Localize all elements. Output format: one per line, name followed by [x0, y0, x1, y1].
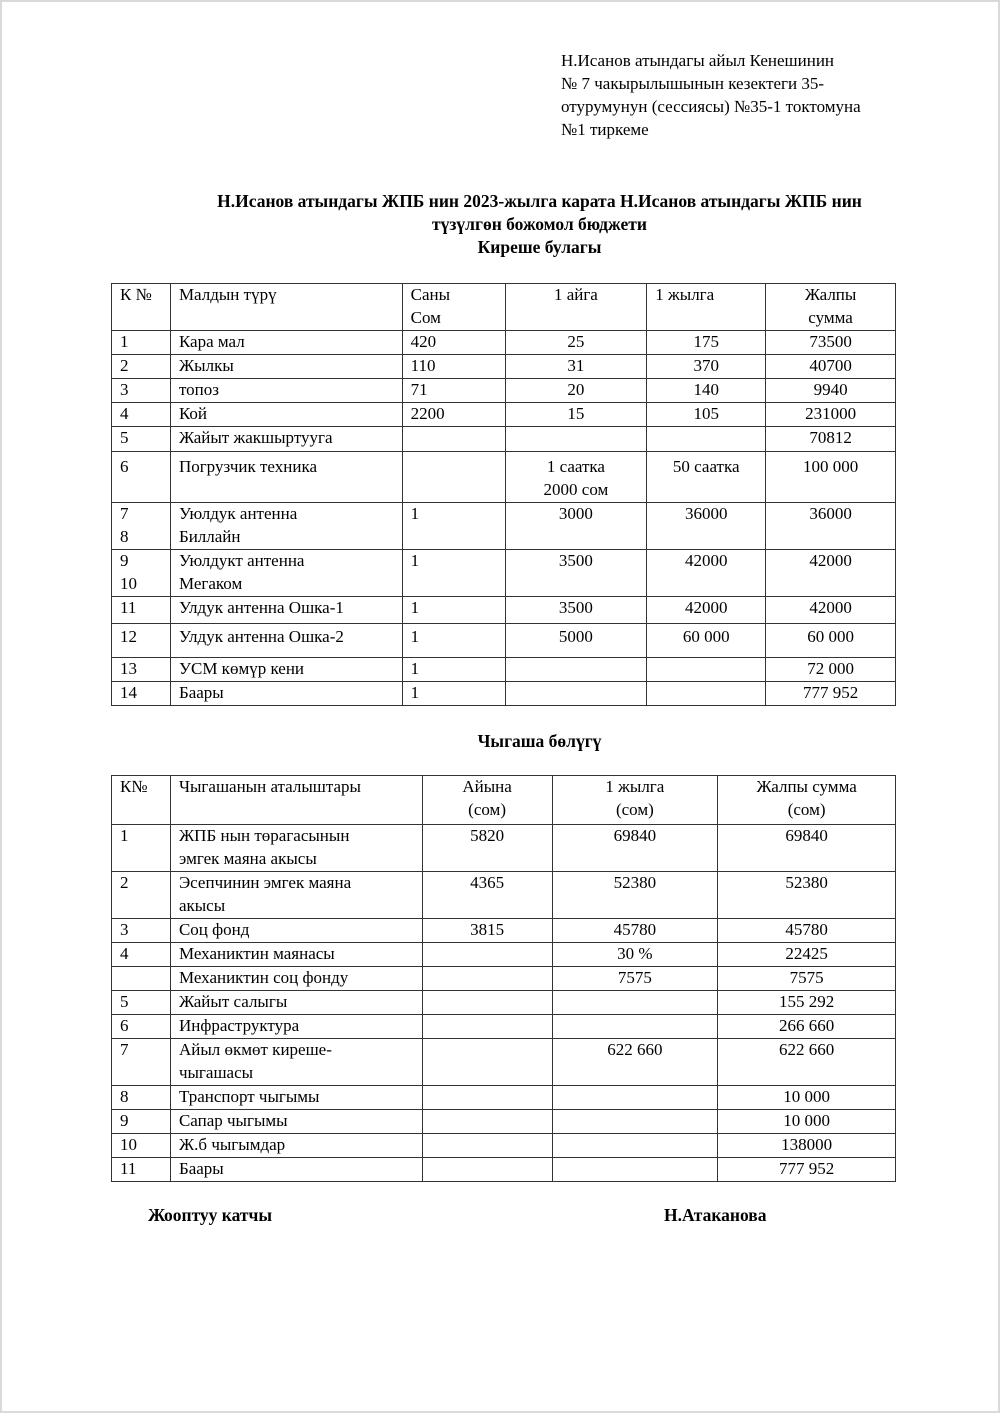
- header-per-year: 1 жылга (сом): [552, 776, 718, 825]
- row-name: Сапар чыгымы: [170, 1110, 422, 1134]
- title-line-1: Н.Исанов атындагы ЖПБ нин 2023-жылга карата Н.Исанов атындагы ЖПБ нин: [217, 191, 862, 211]
- header-animal-type: Малдын түрү: [170, 284, 402, 331]
- row-name: Соц фонд: [170, 919, 422, 943]
- row-number: 6: [112, 452, 171, 503]
- row-total: 100 000: [766, 452, 896, 503]
- table-row: [112, 355, 896, 379]
- row-month: [422, 991, 552, 1015]
- header-quantity: Саны Сом: [402, 284, 505, 331]
- row-year: [647, 427, 766, 452]
- row-month: 3000: [505, 503, 647, 550]
- row-name: Улдук антенна Ошка-2: [170, 624, 402, 658]
- table-row: [112, 1039, 896, 1086]
- header-number: К №: [112, 284, 171, 331]
- row-quantity: 2200: [402, 403, 505, 427]
- row-number: 4: [112, 403, 171, 427]
- title-line-2: түзүлгөн божомол бюджети: [432, 214, 647, 234]
- table-row: [112, 1015, 896, 1039]
- row-total: 73500: [766, 331, 896, 355]
- row-total: 52380: [718, 872, 896, 919]
- row-month: 4365: [422, 872, 552, 919]
- row-month: 1 саатка 2000 сом: [505, 452, 647, 503]
- row-quantity: 1: [402, 624, 505, 658]
- row-month: [422, 943, 552, 967]
- row-quantity: 1: [402, 503, 505, 550]
- row-number: 9 10: [112, 550, 171, 597]
- row-year: 50 саатка: [647, 452, 766, 503]
- row-name: топоз: [170, 379, 402, 403]
- row-month: [422, 967, 552, 991]
- row-month: [422, 1015, 552, 1039]
- row-year: 370: [647, 355, 766, 379]
- row-month: 3500: [505, 597, 647, 624]
- row-year: [552, 1015, 718, 1039]
- row-quantity: 1: [402, 682, 505, 706]
- table-row: [112, 658, 896, 682]
- row-name: Эсепчинин эмгек маяна акысы: [170, 872, 422, 919]
- header-total: Жалпы сумма: [766, 284, 896, 331]
- header-per-month: Айына (сом): [422, 776, 552, 825]
- row-year: 140: [647, 379, 766, 403]
- row-number: 14: [112, 682, 171, 706]
- table-row: [112, 991, 896, 1015]
- row-year: [552, 1086, 718, 1110]
- row-total: 777 952: [766, 682, 896, 706]
- row-year: 622 660: [552, 1039, 718, 1086]
- row-number: 11: [112, 597, 171, 624]
- table-row: [112, 503, 896, 550]
- row-year: [552, 1134, 718, 1158]
- table-row: [112, 427, 896, 452]
- row-name: Жайыт салыгы: [170, 991, 422, 1015]
- annex-note: [561, 49, 931, 141]
- row-total: 69840: [718, 825, 896, 872]
- row-name: Улдук антенна Ошка-1: [170, 597, 402, 624]
- row-quantity: [402, 427, 505, 452]
- row-name: Погрузчик техника: [170, 452, 402, 503]
- header-expense-name: Чыгашанын аталыштары: [170, 776, 422, 825]
- annex-line: №1 тиркеме: [561, 120, 649, 139]
- row-quantity: 1: [402, 658, 505, 682]
- row-total: 45780: [718, 919, 896, 943]
- row-number: 6: [112, 1015, 171, 1039]
- row-quantity: 110: [402, 355, 505, 379]
- row-month: 20: [505, 379, 647, 403]
- table-row: [112, 452, 896, 503]
- row-number: 1: [112, 331, 171, 355]
- annex-line: Н.Исанов атындагы айыл Кенешинин: [561, 51, 835, 70]
- header-total: Жалпы сумма (сом): [718, 776, 896, 825]
- row-number: 11: [112, 1158, 171, 1182]
- row-year: 52380: [552, 872, 718, 919]
- row-number: 5: [112, 991, 171, 1015]
- row-year: 36000: [647, 503, 766, 550]
- row-month: 5820: [422, 825, 552, 872]
- row-total: 22425: [718, 943, 896, 967]
- row-total: 42000: [766, 550, 896, 597]
- row-number: 3: [112, 379, 171, 403]
- row-month: 15: [505, 403, 647, 427]
- row-number: 7 8: [112, 503, 171, 550]
- row-name: Айыл өкмөт киреше- чыгашасы: [170, 1039, 422, 1086]
- signature-name: Н.Атаканова: [664, 1205, 767, 1225]
- table-row: [112, 825, 896, 872]
- row-month: [422, 1086, 552, 1110]
- row-month: 5000: [505, 624, 647, 658]
- row-number: 1: [112, 825, 171, 872]
- row-year: 69840: [552, 825, 718, 872]
- row-number: 10: [112, 1134, 171, 1158]
- row-total: 622 660: [718, 1039, 896, 1086]
- row-month: [422, 1039, 552, 1086]
- table-header-row: [112, 776, 896, 825]
- row-month: [422, 1158, 552, 1182]
- row-total: 10 000: [718, 1086, 896, 1110]
- row-total: 42000: [766, 597, 896, 624]
- row-year: 45780: [552, 919, 718, 943]
- table-row: [112, 624, 896, 658]
- row-name: Кой: [170, 403, 402, 427]
- table-row: [112, 919, 896, 943]
- row-total: 231000: [766, 403, 896, 427]
- row-total: 60 000: [766, 624, 896, 658]
- header-per-year: 1 жылга: [647, 284, 766, 331]
- row-name: Баары: [170, 682, 402, 706]
- row-number: 9: [112, 1110, 171, 1134]
- row-number: 2: [112, 872, 171, 919]
- row-name: Механиктин соц фонду: [170, 967, 422, 991]
- row-number: [112, 967, 171, 991]
- table-header-row: [112, 284, 896, 331]
- row-number: 2: [112, 355, 171, 379]
- row-quantity: [402, 452, 505, 503]
- annex-line: отурумунун (сессиясы) №35-1 токтомуна: [561, 97, 861, 116]
- row-year: 105: [647, 403, 766, 427]
- row-year: [552, 991, 718, 1015]
- row-year: [647, 658, 766, 682]
- row-name: Кара мал: [170, 331, 402, 355]
- row-name: Ж.б чыгымдар: [170, 1134, 422, 1158]
- row-month: 25: [505, 331, 647, 355]
- row-total: 36000: [766, 503, 896, 550]
- row-name: Механиктин маянасы: [170, 943, 422, 967]
- row-total: 9940: [766, 379, 896, 403]
- row-year: 7575: [552, 967, 718, 991]
- row-number: 4: [112, 943, 171, 967]
- row-total: 155 292: [718, 991, 896, 1015]
- row-month: 3500: [505, 550, 647, 597]
- income-section-title: Киреше булагы: [477, 237, 602, 257]
- row-quantity: 71: [402, 379, 505, 403]
- row-year: 60 000: [647, 624, 766, 658]
- row-month: 3815: [422, 919, 552, 943]
- table-row: [112, 967, 896, 991]
- header-per-month: 1 айга: [505, 284, 647, 331]
- row-name: Инфраструктура: [170, 1015, 422, 1039]
- expense-table: [111, 775, 896, 1182]
- row-quantity: 1: [402, 597, 505, 624]
- table-row: [112, 331, 896, 355]
- row-total: 777 952: [718, 1158, 896, 1182]
- row-month: [422, 1134, 552, 1158]
- signature-role: Жооптуу катчы: [148, 1205, 273, 1225]
- row-name: ЖПБ нын төрагасынын эмгек маяна акысы: [170, 825, 422, 872]
- table-row: [112, 1086, 896, 1110]
- table-row: [112, 550, 896, 597]
- row-quantity: 1: [402, 550, 505, 597]
- row-total: 7575: [718, 967, 896, 991]
- row-name: Жылкы: [170, 355, 402, 379]
- row-name: Жайыт жакшыртууга: [170, 427, 402, 452]
- row-total: 72 000: [766, 658, 896, 682]
- table-row: [112, 1110, 896, 1134]
- row-number: 12: [112, 624, 171, 658]
- row-month: [505, 682, 647, 706]
- table-row: [112, 1158, 896, 1182]
- row-number: 13: [112, 658, 171, 682]
- annex-line: № 7 чакырылышынын кезектеги 35-: [561, 74, 825, 93]
- row-year: 42000: [647, 550, 766, 597]
- row-year: [552, 1110, 718, 1134]
- row-name: Баары: [170, 1158, 422, 1182]
- expense-section-title: Чыгаша бөлүгү: [477, 731, 602, 751]
- table-row: [112, 597, 896, 624]
- header-number: К№: [112, 776, 171, 825]
- row-number: 7: [112, 1039, 171, 1086]
- row-total: 10 000: [718, 1110, 896, 1134]
- income-table: [111, 283, 896, 706]
- row-total: 40700: [766, 355, 896, 379]
- row-number: 8: [112, 1086, 171, 1110]
- row-year: 175: [647, 331, 766, 355]
- row-year: [552, 1158, 718, 1182]
- table-row: [112, 943, 896, 967]
- table-row: [112, 682, 896, 706]
- row-month: [505, 427, 647, 452]
- table-row: [112, 403, 896, 427]
- row-name: Уюлдукт антенна Мегаком: [170, 550, 402, 597]
- row-year: 30 %: [552, 943, 718, 967]
- row-year: [647, 682, 766, 706]
- row-name: Уюлдук антенна Биллайн: [170, 503, 402, 550]
- row-month: 31: [505, 355, 647, 379]
- row-month: [505, 658, 647, 682]
- row-quantity: 420: [402, 331, 505, 355]
- document-title: [102, 190, 977, 259]
- table-row: [112, 872, 896, 919]
- row-month: [422, 1110, 552, 1134]
- table-row: [112, 379, 896, 403]
- row-name: Транспорт чыгымы: [170, 1086, 422, 1110]
- row-year: 42000: [647, 597, 766, 624]
- row-number: 3: [112, 919, 171, 943]
- row-total: 138000: [718, 1134, 896, 1158]
- row-total: 70812: [766, 427, 896, 452]
- row-number: 5: [112, 427, 171, 452]
- row-total: 266 660: [718, 1015, 896, 1039]
- table-row: [112, 1134, 896, 1158]
- row-name: УСМ көмүр кени: [170, 658, 402, 682]
